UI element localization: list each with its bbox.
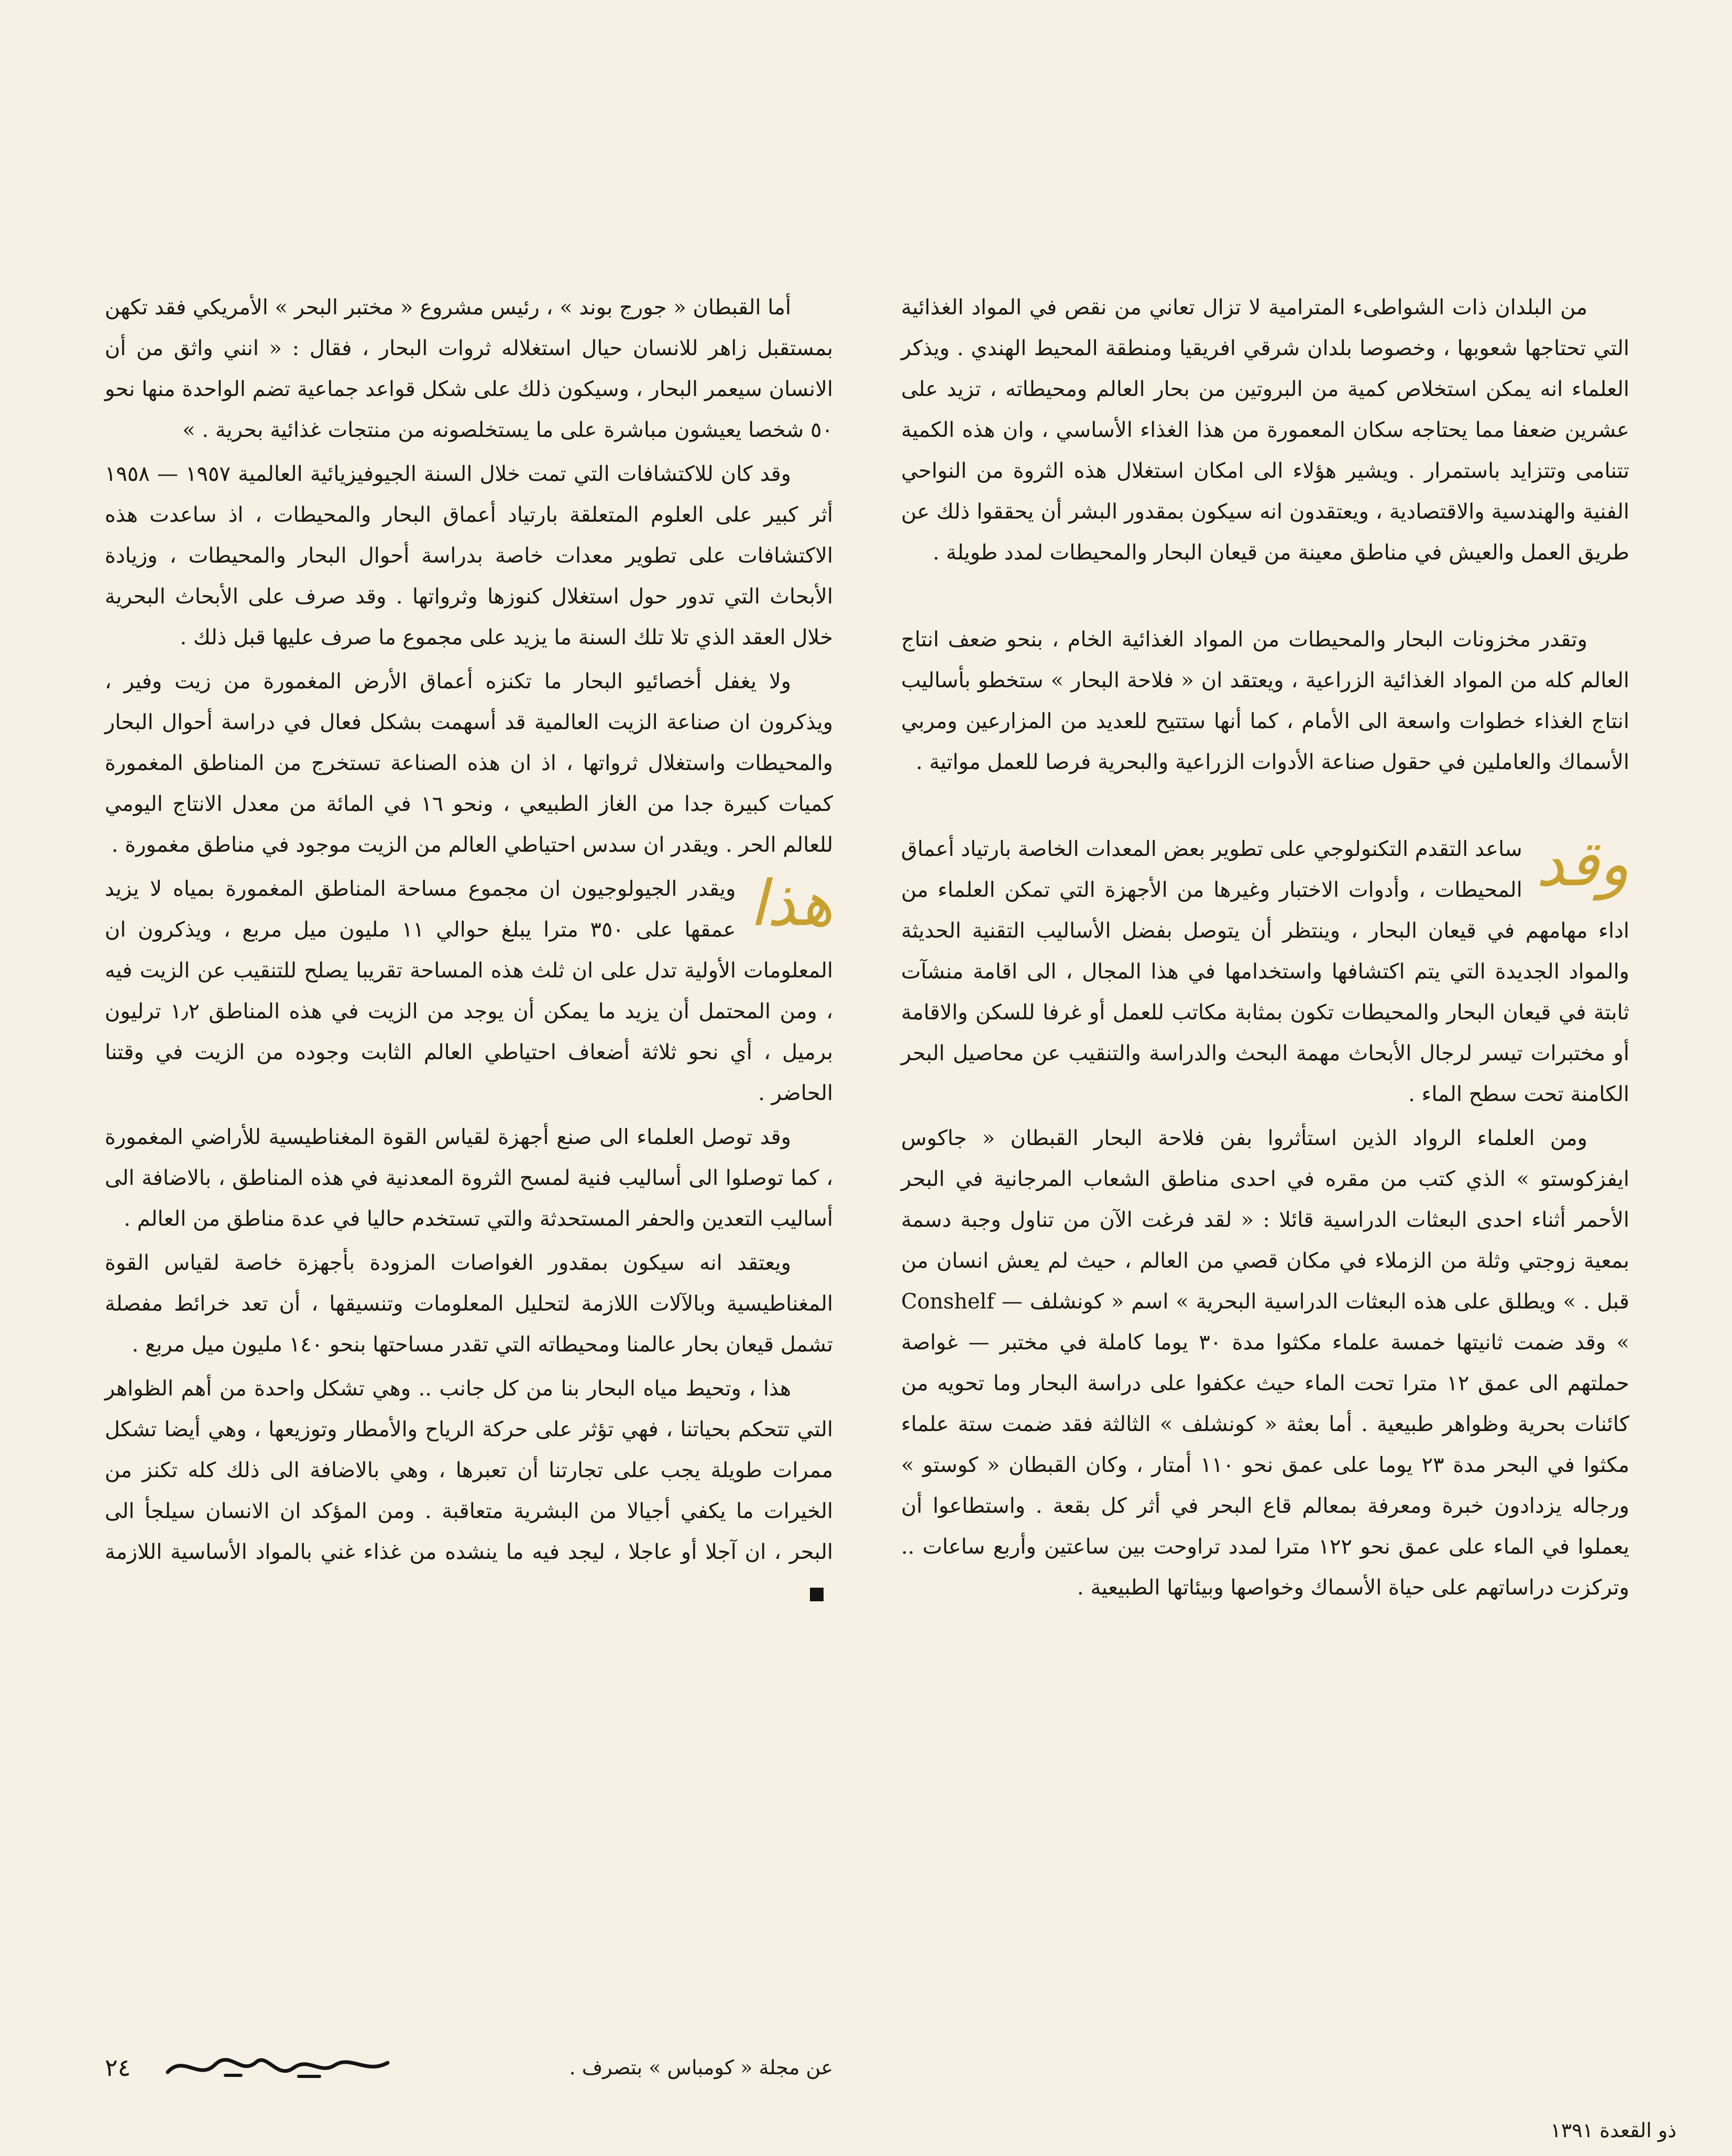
dropcap-letter: وقد xyxy=(1536,828,1629,900)
page-number: ٢٤ xyxy=(105,2053,131,2082)
source-line xyxy=(105,2049,833,2086)
paragraph: أما القبطان « جورج بوند » ، رئيس مشروع « مختبر البحر » الأمريكي فقد تكهن بمستقبل زاهر للانسان حيال استغلاله ثروات البحار ، فقال : « انني واثق من أن الانسان سيعمر البحار ، وسيكون ذلك على شكل قواعد جماعية تضم الواحدة منها نحو ٥٠ شخصا يعيشون مباشرة على ما يستخلصونه من منتجات غذائية بحرية . » xyxy=(105,295,833,442)
paragraph xyxy=(105,868,833,1114)
article-left-column xyxy=(105,287,833,1613)
paragraph xyxy=(105,1368,833,1613)
paragraph-text: هذا ، وتحيط مياه البحار بنا من كل جانب .. وهي تشكل واحدة من أهم الظواهر التي تتحكم بحياتنا ، فهي تؤثر على حركة الرياح والأمطار وتوزيعها ، وهي أيضا تشكل ممرات طويلة يجب على تجارتنا أن تعبرها ، وهي بالاضافة الى ذلك كله تكنز من الخيرات ما يكفي أجيالا من البشرية متعاقبة . ومن المؤكد ان الانسان سيلجأ الى البحر ، ان آجلا أو عاجلا ، ليجد فيه ما ينشده من غذاء غني بالمواد الأساسية اللازمة xyxy=(105,1377,833,1564)
paragraph xyxy=(901,829,1629,1115)
paragraph: ولا يغفل أخصائيو البحار ما تكنزه أعماق الأرض المغمورة من زيت وفير ، ويذكرون ان صناعة الزيت العالمية قد أسهمت بشكل فعال في دراسة أحوال البحار والمحيطات واستغلال ثرواتها ، اذ ان هذه الصناعة تستخرج من المناطق المغمورة كميات كبيرة جدا من الغاز الطبيعي ، ونحو ١٦ في المائة من معدل الانتاج اليومي للعالم الحر . ويقدر ان سدس احتياطي العالم من الزيت موجود في مناطق مغمورة . xyxy=(105,669,833,857)
article-right-column xyxy=(901,287,1629,1608)
paragraph: من البلدان ذات الشواطىء المترامية لا تزال تعاني من نقص في المواد الغذائية التي تحتاجها شعوبها ، وخصوصا بلدان شرقي افريقيا ومنطقة المحيط الهندي . ويذكر العلماء انه يمكن استخلاص كمية من البروتين من بحار العالم ومحيطاته ، تزيد على عشرين ضعفا مما يحتاجه سكان المعمورة من هذا الغذاء الأساسي ، وان هذه الكمية تتنامى وتتزايد باستمرار . ويشير هؤلاء الى امكان استغلال هذه الثروة من النواحي الفنية والهندسية والاقتصادية ، ويعتقدون انه سيكون بمقدور البشر أن يحققوا ذلك عن طريق العمل والعيش في مناطق معينة من قيعان البحار والمحيطات لمدد طويلة . xyxy=(901,295,1629,565)
paragraph: وتقدر مخزونات البحار والمحيطات من المواد الغذائية الخام ، بنحو ضعف انتاج العالم كله من المواد الغذائية الزراعية ، ويعتقد ان « فلاحة البحار » ستخطو بأساليب انتاج الغذاء خطوات واسعة الى الأمام ، كما أنها ستتيح للعديد من المزارعين ومربي الأسماك والعاملين في حقول صناعة الأدوات الزراعية والبحرية فرصا للعمل مواتية . xyxy=(901,628,1629,774)
issue-date-footer: ذو القعدة ١٣٩١ xyxy=(1550,2119,1676,2142)
dropcap-letter: هذا xyxy=(749,867,833,940)
end-of-article-mark xyxy=(810,1588,824,1601)
signature-icon xyxy=(162,2049,393,2086)
paragraph: وقد توصل العلماء الى صنع أجهزة لقياس القوة المغناطيسية للأراضي المغمورة ، كما توصلوا الى أساليب فنية لمسح الثروة المعدنية في هذه المناطق ، بالاضافة الى أساليب التعدين والحفر المستحدثة والتي تستخدم حاليا في عدة مناطق من العالم . xyxy=(105,1125,833,1231)
paragraph: ويعتقد انه سيكون بمقدور الغواصات المزودة بأجهزة خاصة لقياس القوة المغناطيسية وبالآلات اللازمة لتحليل المعلومات وتنسيقها ، أن تعد خرائط مفصلة تشمل قيعان بحار عالمنا ومحيطاته التي تقدر مساحتها بنحو ١٤٠ مليون ميل مربع . xyxy=(105,1251,833,1357)
paragraph-text: ساعد التقدم التكنولوجي على تطوير بعض المعدات الخاصة بارتياد أعماق المحيطات ، وأدوات الاختبار وغيرها من الأجهزة التي تمكن العلماء من اداء مهامهم في قيعان البحار ، وينتظر أن يتوصل بفضل الأساليب التقنية الحديثة والمواد الجديدة التي يتم اكتشافها واستخدامها في هذا المجال ، الى اقامة منشآت ثابتة في قيعان البحار والمحيطات تكون بمثابة مكاتب للعمل أو غرفا للسكن والاقامة أو مختبرات تيسر لرجال الأبحاث مهمة البحث والدراسة والتنقيب عن محاصيل البحر الكامنة تحت سطح الماء . xyxy=(901,837,1629,1106)
paragraph-text: ويقدر الجيولوجيون ان مجموع مساحة المناطق المغمورة بمياه لا يزيد عمقها على ٣٥٠ مترا يبلغ حوالي ١١ مليون ميل مربع ، ويذكرون ان المعلومات الأولية تدل على ان ثلث هذه المساحة تقريبا يصلح للتنقيب عن الزيت فيه ، ومن المحتمل أن يزيد ما يمكن أن يوجد من الزيت في هذه المناطق ١٫٢ ترليون برميل ، أي نحو ثلاثة أضعاف احتياطي العالم الثابت وجوده من الزيت في وقتنا الحاضر . xyxy=(105,877,834,1105)
paragraph: وقد كان للاكتشافات التي تمت خلال السنة الجيوفيزيائية العالمية ١٩٥٧ — ١٩٥٨ أثر كبير على العلوم المتعلقة بارتياد أعماق البحار والمحيطات ، اذ ساعدت هذه الاكتشافات على تطوير معدات خاصة بدراسة أحوال البحار والمحيطات ، وزيادة الأبحاث التي تدور حول استغلال كنوزها وثرواتها . وقد صرف على الأبحاث البحرية خلال العقد الذي تلا تلك السنة ما يزيد على مجموع ما صرف عليها قبل ذلك . xyxy=(105,462,833,650)
source-credit: عن مجلة « كومباس » بتصرف . xyxy=(569,2056,833,2079)
paragraph: ومن العلماء الرواد الذين استأثروا بفن فلاحة البحار القبطان « جاكوس ايفزكوستو » الذي كتب من مقره في احدى مناطق الشعاب المرجانية في البحر الأحمر أثناء احدى البعثات الدراسية قائلا : « لقد فرغت الآن من تناول وجبة دسمة بمعية زوجتي وثلة من الزملاء في مكان قصي من العالم ، حيث لم يعش انسان من قبل . » ويطلق على هذه البعثات الدراسية البحرية » اسم « كونشلف — Conshelf » وقد ضمت ثانيتها خمسة علماء مكثوا مدة ٣٠ يوما كاملة في مختبر — غواصة حملتهم الى عمق ١٢ مترا تحت الماء حيث عكفوا على دراسة البحار وما تحويه من كائنات بحرية وظواهر طبيعية . أما بعثة « كونشلف » الثالثة فقد ضمت ستة علماء مكثوا في البحر مدة ٢٣ يوما على عمق نحو ١١٠ أمتار ، وكان القبطان « كوستو » ورجاله يزدادون خبرة ومعرفة بمعالم قاع البحر في أثر كل بقعة . واستطاعوا أن يعملوا في الماء على عمق نحو ١٢٢ مترا لمدد تراوحت بين ساعتين وأربع ساعات .. وتركزت دراساتهم على حياة الأسماك وخواصها وبيئاتها الطبيعية . xyxy=(901,1126,1630,1600)
